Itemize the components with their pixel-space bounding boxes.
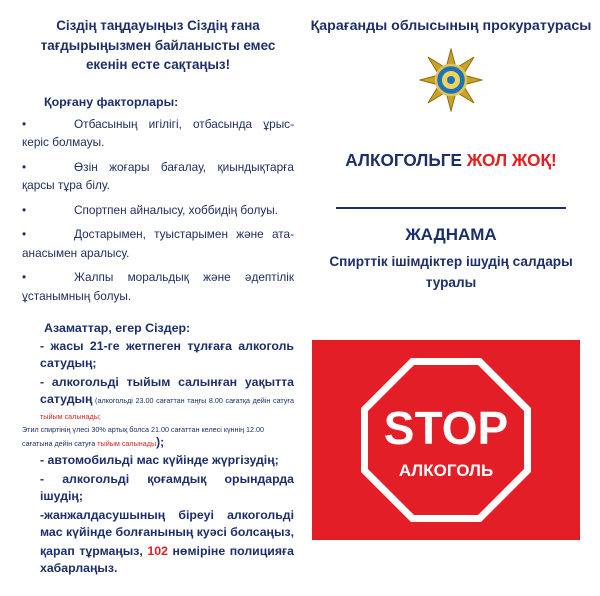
left-column bbox=[22, 16, 294, 579]
bullet-icon: • bbox=[22, 202, 27, 217]
factor-item: • Жалпы моральдық және әдептілік ұстанымның болуы. bbox=[22, 270, 294, 303]
violation-item: - автомобильді мас күйінде жүргізудің; bbox=[40, 452, 279, 467]
bullet-icon: • bbox=[22, 116, 27, 131]
notice-title: ЖАДНАМА bbox=[405, 225, 497, 244]
violation-note: Этил спиртінің үлесі 30% артық болса 21.00 сағаттан келесі күннің 12.00 сағатына дейін сатуға тыйым салынады); bbox=[22, 424, 265, 449]
notice-subtitle: Спирттік ішімдіктер ішудің салдары туралы bbox=[329, 254, 573, 290]
bullet-icon: • bbox=[22, 227, 27, 241]
protective-factors-list bbox=[22, 115, 294, 306]
stop-word: STOP bbox=[383, 402, 509, 454]
police-number: 102 bbox=[147, 544, 168, 558]
factor-item: • Достарымен, туыстарымен және ата-анасымен аралысу. bbox=[22, 227, 295, 260]
divider bbox=[336, 207, 566, 209]
slogan: АЛКОГОЛЬГЕ ЖОЛ ЖОҚ! bbox=[345, 150, 557, 170]
protective-factors-heading: Қорғану факторлары: bbox=[44, 94, 179, 109]
bullet-icon: • bbox=[22, 270, 27, 284]
citizens-heading: Азаматтар, егер Сіздер: bbox=[44, 321, 191, 335]
factor-item: • Спортпен айналысу, хоббидің болуы. bbox=[22, 201, 294, 220]
call-police-text: қарап тұрмаңыз, 102 нөміріне полицияға хабарлаңыз. bbox=[40, 544, 294, 575]
organization-name: Қарағанды облысының прокуратурасы bbox=[310, 18, 592, 34]
factor-item: • Отбасының игілігі, отбасында ұрыс- керіс болмауы. bbox=[22, 116, 294, 149]
violation-item: -жанжалдасушының біреуі алкогольді мас күйінде болғанының куәсі болсаңыз, bbox=[40, 508, 295, 539]
stop-sign-icon bbox=[312, 340, 580, 540]
stop-subtext: АЛКОГОЛЬ bbox=[398, 461, 494, 480]
violation-item: - алкогольді тыйым салынған уақытта сатудың (алкогольді 23.00 сағаттан таңғы 8.00 сағатқа дейін сатуға тыйым салынады; bbox=[40, 375, 294, 421]
violation-item: - жасы 21-ге жетпеген тұлғаға алкоголь сатудың; bbox=[40, 339, 294, 370]
factor-item: • Өзін жоғары бағалау, қиындықтарға қарсы тұра білу. bbox=[22, 159, 294, 192]
prosecutor-emblem-icon bbox=[419, 48, 483, 112]
stop-alcohol-banner bbox=[312, 340, 580, 540]
right-column bbox=[310, 16, 592, 293]
violation-item: - алкогольді қоғамдық орындарда ішудің; bbox=[40, 472, 294, 503]
bullet-icon: • bbox=[22, 159, 27, 174]
reminder-heading: Сіздің таңдауыңыз Сіздің ғана тағдырыңызмен байланысты емес екенін есте сақтаңыз! bbox=[40, 18, 276, 72]
